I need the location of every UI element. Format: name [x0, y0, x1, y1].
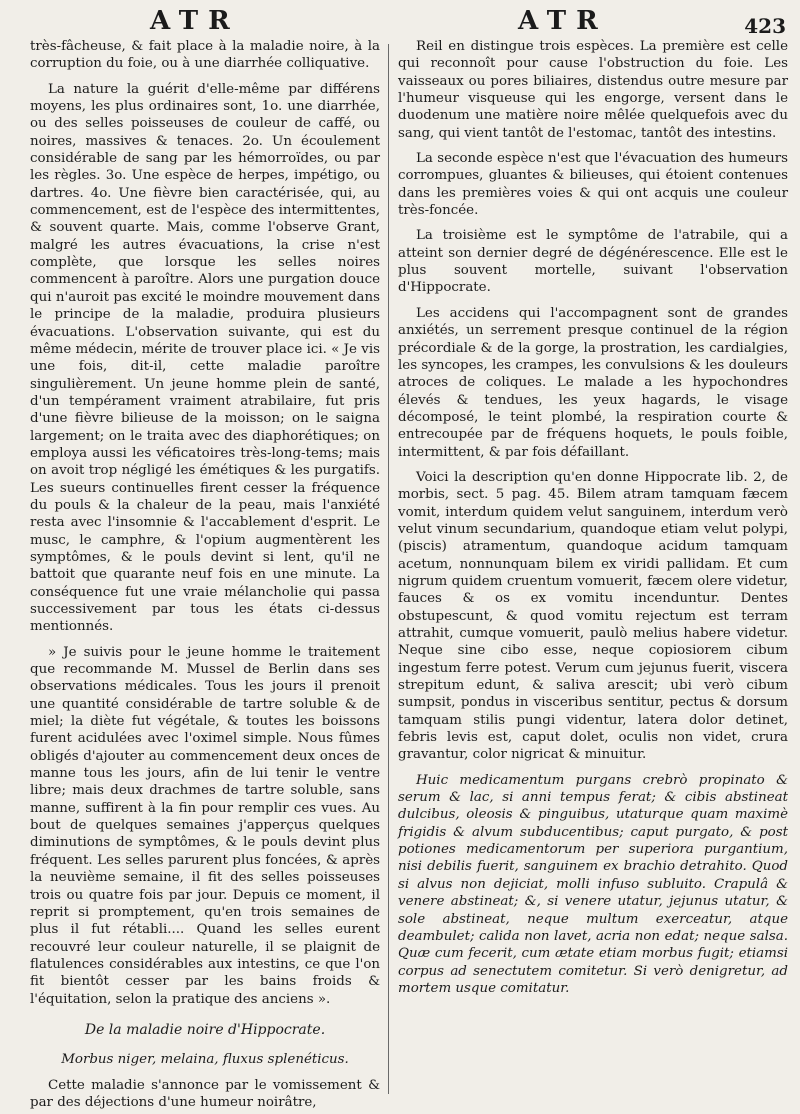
paragraph: La seconde espèce n'est que l'évacuation des humeurs corrompues, gluantes & bilieuses, qui étoient contenues dans les premières voies & qui ont acquis une couleur très-foncée. [398, 151, 788, 219]
paragraph: La troisième est le symptôme de l'atrabile, qui a atteint son dernier degré de dégénérescence. Elle est le plus souvent mortelle, suivant l'observation d'Hippocrate. [398, 228, 788, 296]
paragraph: La nature la guérit d'elle-même par différens moyens, les plus ordinaires sont, 1o. une diarrhée, ou des selles poisseuses de couleur de caffé, ou noires, massives & tenaces. 2o. Un écoulement considérable de sang par les hémorroïdes, ou par les règles. 3o. Une espèce de herpes, impétigo, ou dartres. 4o. Une fièvre bien caractérisée, qui, au commencement, est de l'espèce des intermittentes, & souvent quarte. Mais, comme l'observe Grant, malgré les autres évacuations, la crise n'est complète, que lorsque les selles noires commencent à paroître. Alors une purgation douce qui n'auroit pas excité le moindre mouvement dans le principe de la maladie, produira plusieurs évacuations. L'observation suivante, qui est du même médecin, mérite de trouver place ici. « Je vis une fois, dit-il, cette maladie paroître singulièrement. Un jeune homme plein de santé, d'un tempérament vraiment atrabilaire, fut pris d'une fièvre bilieuse de la moisson; on le saigna largement; on le traita avec des diaphorétiques; on employa aussi les véficatoires très-long-tems; mais on avoit trop négligé les émétiques & les purgatifs. Les sueurs continuelles firent cesser la fréquence du pouls & la chaleur de la peau, mais l'anxiété resta avec l'insomnie & l'accablement d'esprit. Le musc, le camphre, & l'opium augmentèrent les symptômes, & le pouls devint si lent, qu'il ne battoit que quarante neuf fois en une minute. La conséquence fut une vraie mélancholie qui passa successivement par tous les états ci-dessus mentionnés. [30, 81, 380, 635]
section-title: De la maladie noire d'Hippocrate. [84, 1021, 326, 1038]
paragraph: Voici la description qu'en donne Hippocrate lib. 2, de morbis, sect. 5 pag. 45. Bilem atram tamquam fæcem vomit, interdum quidem velut sanguinem, interdum verò velut vinum secundarium, quandoque etiam velut polypi, (piscis) atramentum, quandoque acidum tamquam acetum, nonnunquam bilem ex viridi pallidam. Et cum nigrum quidem cruentum vomuerit, fæcem olere videtur, fauces & os ex vomitu incenduntur. Dentes obstupescunt, & quod vomitu rejectum est terram attrahit, cumque vomuerit, paulò melius habere videtur. Neque sine cibo esse, neque copiosiorem cibum ingestum ferre potest. Verum cum jejunus fuerit, viscera strepitum edunt, & saliva arescit; ubi verò cibum sumpsit, pondus in visceribus sentitur, pectus & dorsum tamquam stilis pungi videntur, latera dolor detinet, febris levis est, caput dolet, oculis non videt, crura gravantur, color nigricat & minuitur. [398, 469, 788, 763]
column-divider [388, 44, 389, 1094]
paragraph: Reil en distingue trois espèces. La première est celle qui reconnoît pour cause l'obstruction du foie. Les vaisseaux ou pores biliaires, distendus outre mesure par l'humeur visqueuse qui les engorge, versent dans le duodenum une matière noire mêlée quelquefois avec du sang, qui vient tantôt de l'estomac, tantôt des intestins. [398, 39, 788, 141]
paragraph: » Je suivis pour le jeune homme le traitement que recommande M. Mussel de Berlin dans ses observations médicales. Tous les jours il prenoit une quantité considérable de tartre soluble & de miel; la diète fut végétale, & toutes les boissons furent acidulées avec l'oximel simple. Nous fûmes obligés d'ajouter au commencement deux onces de manne tous les jours, afin de lui tenir le ventre libre; mais deux drachmes de tartre soluble, sans manne, suffirent à la fin pour remplir ces vues. Au bout de quelques semaines j'apperçus quelques diminutions de symptômes, & le pouls devint plus fréquent. Les selles parurent plus foncées, & après la neuvième semaine, il fit des selles poisseuses trois ou quatre fois par jour. Depuis ce moment, il reprit si promptement, qu'en trois semaines de plus il fut rétabli.... Quand les selles eurent recouvré leur couleur naturelle, il se plaignit de flatulences considérables aux intestins, ce que l'on fit bientôt cesser par les bains froids & l'équitation, selon la pratique des anciens ». [30, 644, 380, 1007]
paragraph: Les accidens qui l'accompagnent sont de grandes anxiétés, un serrement presque continuel de la région précordiale & de la gorge, la prostration, les cardialgies, les syncopes, les crampes, les convulsions & les douleurs atroces de coliques. Le malade a les hypochondres élevés & tendues, les yeux hagards, le visage décomposé, le teint plombé, la respiration courte & entrecoupée par de fréquens hoquets, le pouls foible, intermittent, & par fois défaillant. [398, 305, 788, 460]
running-header [0, 4, 800, 38]
page-number: 423 [744, 14, 786, 38]
header-right-word: ATR [518, 6, 608, 36]
right-column [398, 38, 788, 997]
section-subtitle: Morbus niger, melaina, fluxus splenéticus. [61, 1052, 349, 1068]
paragraph: Huic medicamentum purgans crebrò propinato & serum & lac, si anni tempus ferat; & cibis abstineat dulcibus, oleosis & pinguibus, utaturque quam maximè frigidis & alvum subducentibus; caput purgato, & post potiones medicamentorum per superiora purgantium, nisi debilis fuerit, sanguinem ex brachio detrahito. Quod si alvus non dejiciat, molli infuso subluito. Crapulâ & venere abstineat; &, si venere utatur, jejunus utatur, & sole abstineat, neque multum exerceatur, atque deambulet; calida non lavet, acria non edat; neque salsa. Quæ cum fecerit, cum ætate etiam morbus fugit; etiamsi corpus ad senectutem comitetur. Si verò denigretur, ad mortem usque comitatur. [398, 772, 788, 996]
header-left-word: ATR [150, 6, 240, 36]
paragraph: très-fâcheuse, & fait place à la maladie noire, à la corruption du foie, ou à une diarrhée colliquative. [30, 39, 380, 72]
paragraph: Cette maladie s'annonce par le vomissement & par des déjections d'une humeur noirâtre, [30, 1077, 380, 1110]
left-column [30, 38, 380, 1111]
